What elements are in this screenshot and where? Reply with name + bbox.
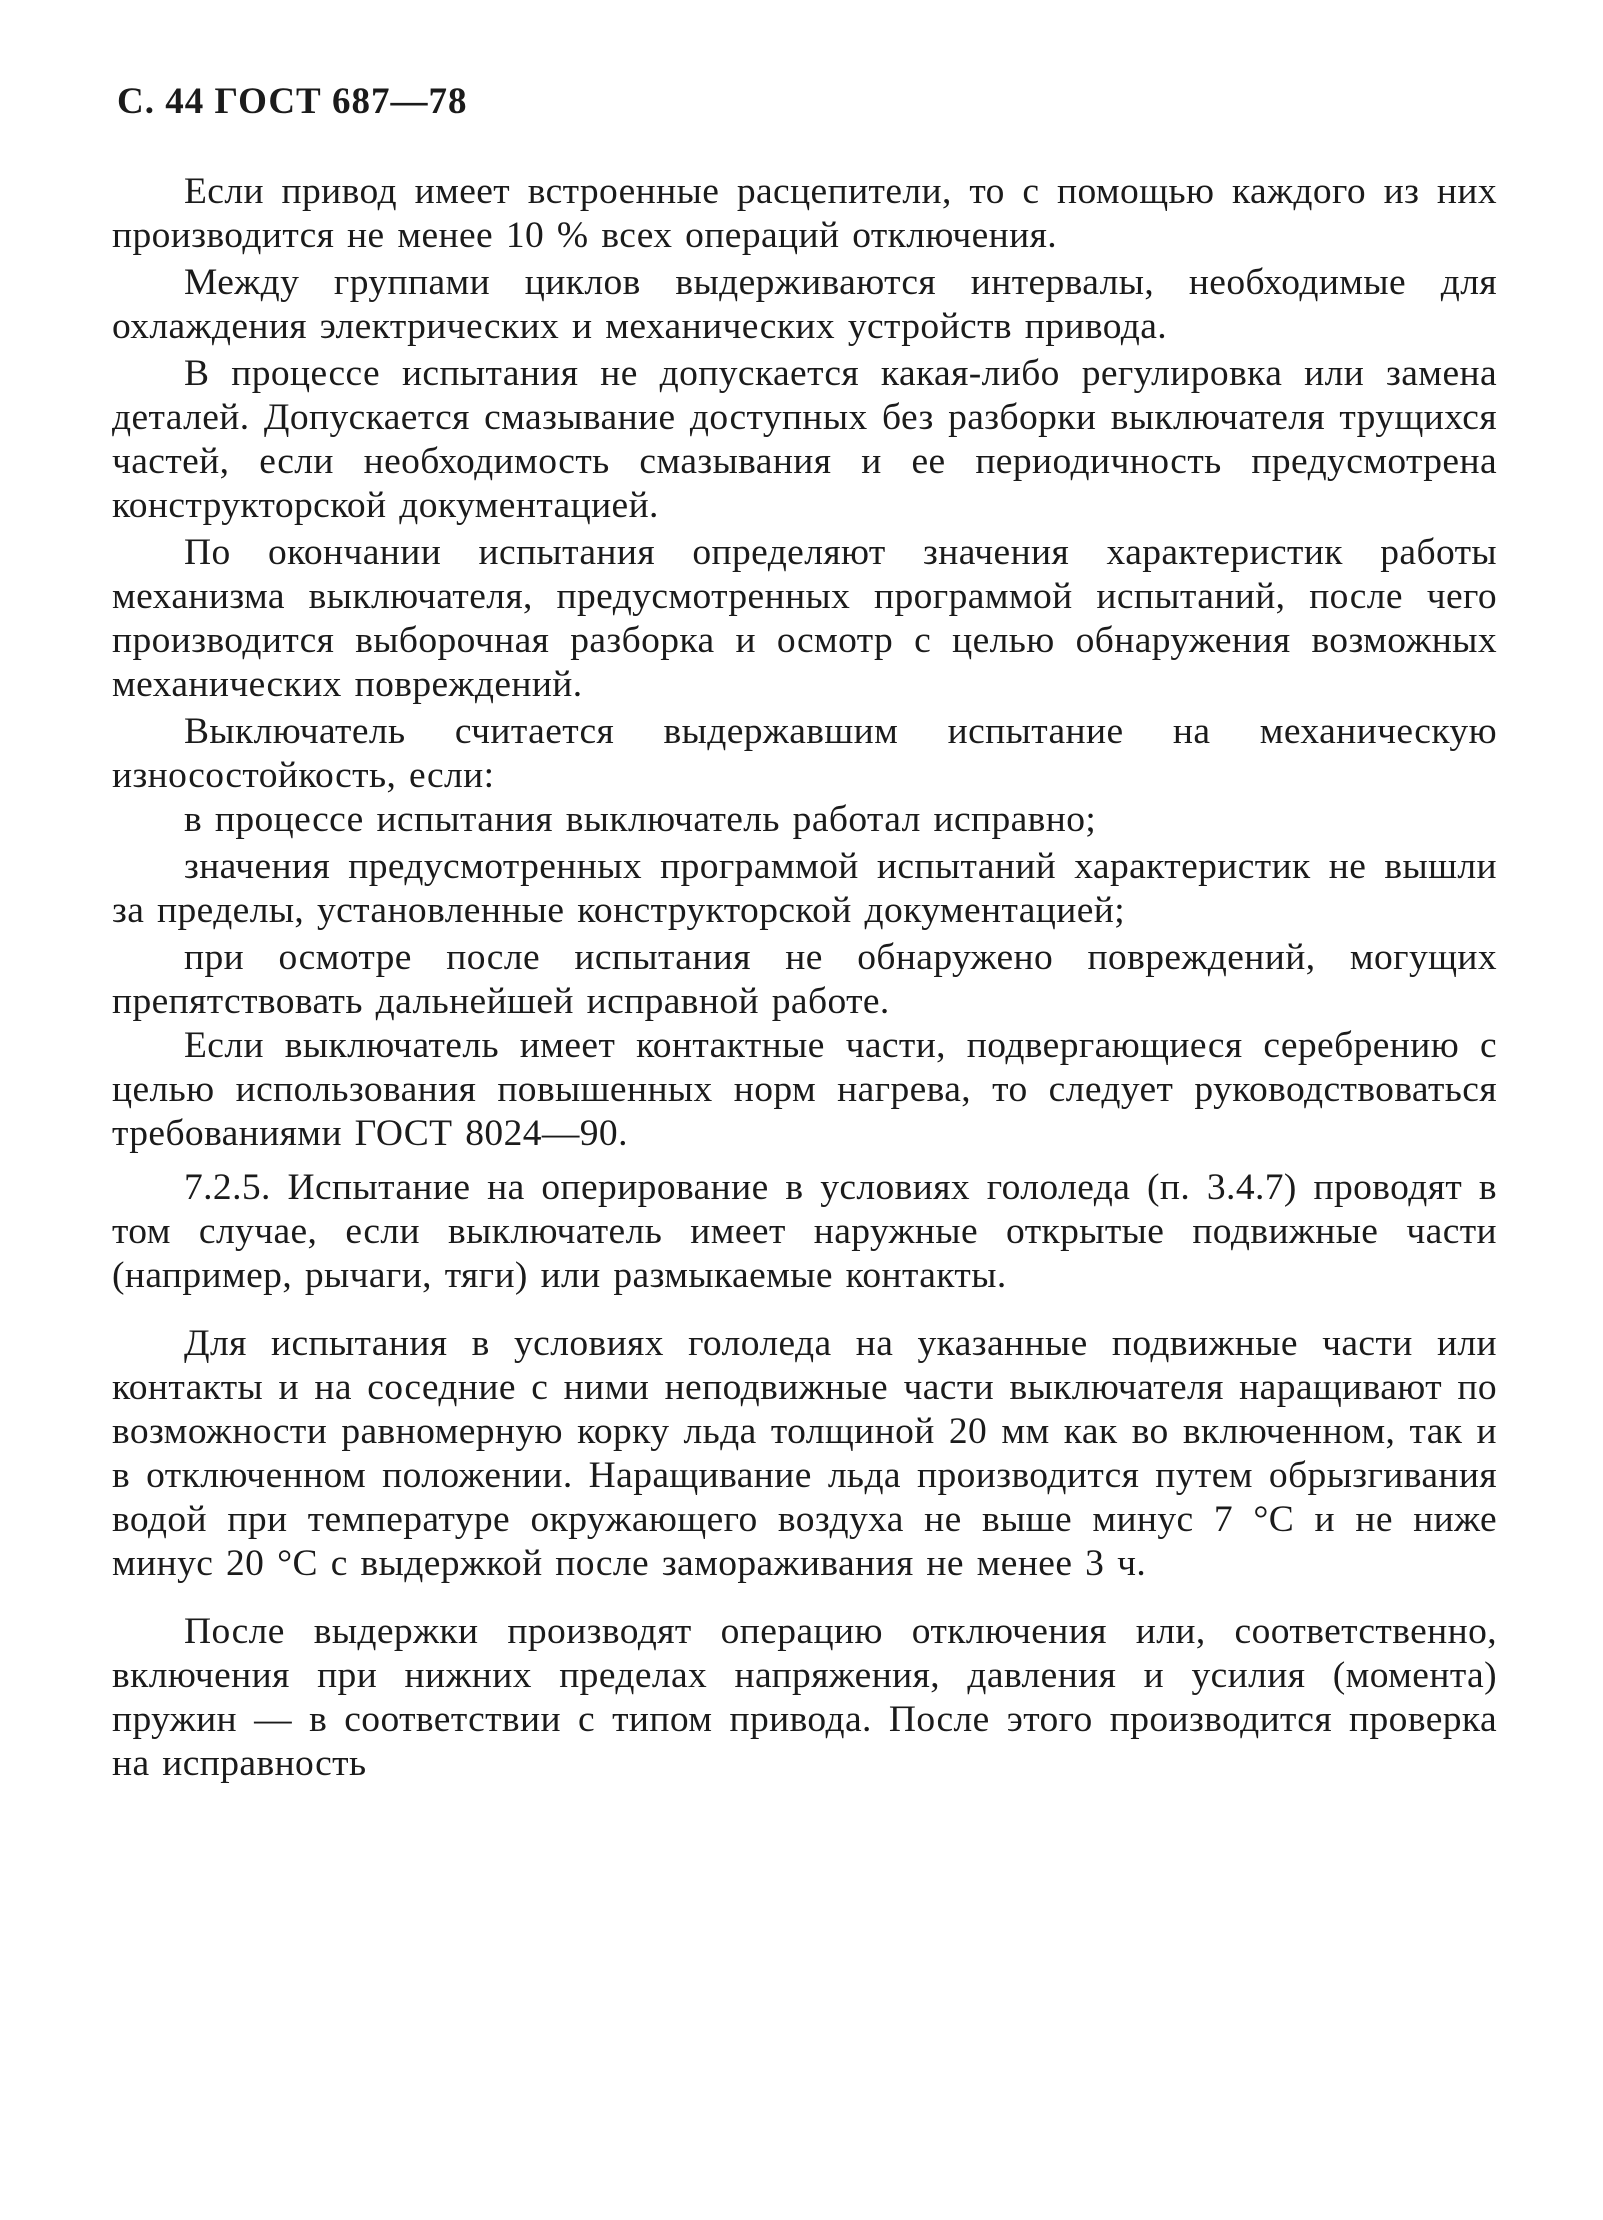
document-body [112,170,1497,1786]
paragraph-after-exposure: После выдержки производят операцию отключения или, соответственно, включения при нижних пределах напряжения, давления и усилия (момента) пружин — в соответствии с типом привода. После этого производится проверка на исправность [112,1611,1497,1784]
paragraph-pass-criteria: Выключатель считается выдержавшим испытание на механическую износостойкость, если: [112,711,1497,796]
paragraph-silver-contacts: Если выключатель имеет контактные части, подвергающиеся серебрению с целью использования повышенных норм нагрева, то следует руководствоваться требованиями ГОСТ 8024—90. [112,1025,1497,1154]
paragraph-criterion-worked: в процессе испытания выключатель работал исправно; [184,799,1097,840]
page-header: С. 44 ГОСТ 687—78 [117,81,468,122]
paragraph-after-test: По окончании испытания определяют значения характеристик работы механизма выключателя, предусмотренных программой испытаний, после чего производится выборочная разборка и осмотр с целью обнаружения возможных механических повреждений. [112,532,1497,705]
paragraph-ice-procedure: Для испытания в условиях гололеда на указанные подвижные части или контакты и на соседние с ними неподвижные части выключателя наращивают по возможности равномерную корку льда толщиной 20 мм как во включенном, так и в отключенном положении. Наращивание льда производится путем обрызгивания водой при температуре окружающего воздуха не выше минус 7 °С и не ниже минус 20 °С с выдержкой после замораживания не менее 3 ч. [112,1323,1497,1584]
paragraph-7-2-5-ice-test: 7.2.5. Испытание на оперирование в условиях гололеда (п. 3.4.7) проводят в том случае, если выключатель имеет наружные открытые подвижные части (например, рычаги, тяги) или размыкаемые контакты. [112,1167,1497,1296]
paragraph-builtin-releases: Если привод имеет встроенные расцепители, то с помощью каждого из них производится не менее 10 % всех операций отключения. [112,171,1497,256]
paragraph-no-adjustment: В процессе испытания не допускается какая-либо регулировка или замена деталей. Допускается смазывание доступных без разборки выключателя трущихся частей, если необходимость смазывания и ее периодичность предусмотрена конструкторской документацией. [112,353,1497,526]
paragraph-criterion-no-damage: при осмотре после испытания не обнаружено повреждений, могущих препятствовать дальнейшей исправной работе. [112,937,1497,1022]
paragraph-criterion-limits: значения предусмотренных программой испытаний характеристик не вышли за пределы, установленные конструкторской документацией; [112,846,1497,931]
paragraph-cycle-intervals: Между группами циклов выдерживаются интервалы, необходимые для охлаждения электрических и механических устройств привода. [112,262,1497,347]
